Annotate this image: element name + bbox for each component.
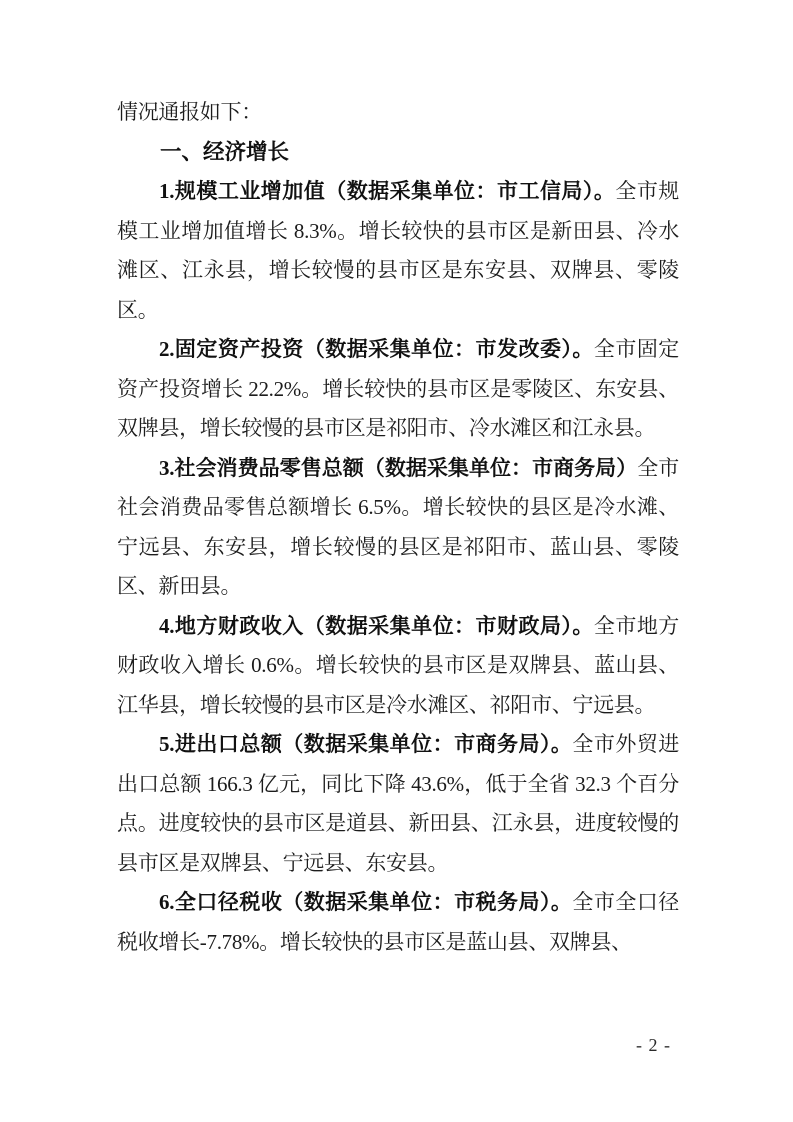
paragraph-text: 全市固定资产投资增长 22.2%。增长较快的县市区是零陵区、东安县、双牌县，增长较慢的县市区是祁阳市、冷水滩区和江永县。: [117, 337, 679, 440]
paragraph-lead: 2.固定资产投资（数据采集单位：市发改委）。: [159, 337, 594, 361]
document-body: [117, 93, 679, 962]
paragraph-text: 全市全口径税收增长-7.78%。增长较快的县市区是蓝山县、双牌县、: [117, 890, 679, 954]
paragraph-lead: 6.全口径税收（数据采集单位：市税务局）。: [159, 890, 573, 914]
paragraph-text: 全市外贸进出口总额 166.3 亿元，同比下降 43.6%，低于全省 32.3 个百分点。进度较快的县市区是道县、新田县、江永县，进度较慢的县市区是双牌县、宁远县、东安县。: [117, 732, 679, 875]
paragraph-lead: 1.规模工业增加值（数据采集单位：市工信局）。: [159, 179, 616, 203]
page-number: - 2 -: [636, 1035, 671, 1055]
paragraph-text: 全市地方财政收入增长 0.6%。增长较快的县市区是双牌县、蓝山县、江华县，增长较慢的县市区是冷水滩区、祁阳市、宁远县。: [117, 613, 679, 717]
paragraph-lead: 4.地方财政收入（数据采集单位：市财政局）。: [159, 613, 594, 638]
paragraph-lead: 5.进出口总额（数据采集单位：市商务局）。: [159, 732, 573, 756]
paragraph-lead: 3.社会消费品零售总额（数据采集单位：市商务局）: [159, 455, 638, 480]
page-footer: [636, 1033, 671, 1057]
paragraph-fixed-asset-investment: [117, 330, 679, 449]
paragraph-retail-sales: [117, 449, 679, 607]
paragraph-intro: 情况通报如下：: [117, 100, 262, 124]
paragraph-tax-revenue: [117, 883, 679, 962]
paragraph-text: 全市社会消费品零售总额增长 6.5%。增长较快的县区是冷水滩、宁远县、东安县，增长较慢的县区是祁阳市、蓝山县、零陵区、新田县。: [117, 455, 679, 598]
paragraph-fiscal-revenue: [117, 607, 679, 726]
section-heading-economic-growth: 一、经济增长: [160, 139, 290, 164]
paragraph-industrial-added-value: [117, 172, 679, 330]
paragraph-import-export: [117, 725, 679, 883]
paragraph-text: 全市规模工业增加值增长 8.3%。增长较快的县市区是新田县、冷水滩区、江永县，增长较慢的县市区是东安县、双牌县、零陵区。: [117, 179, 679, 322]
